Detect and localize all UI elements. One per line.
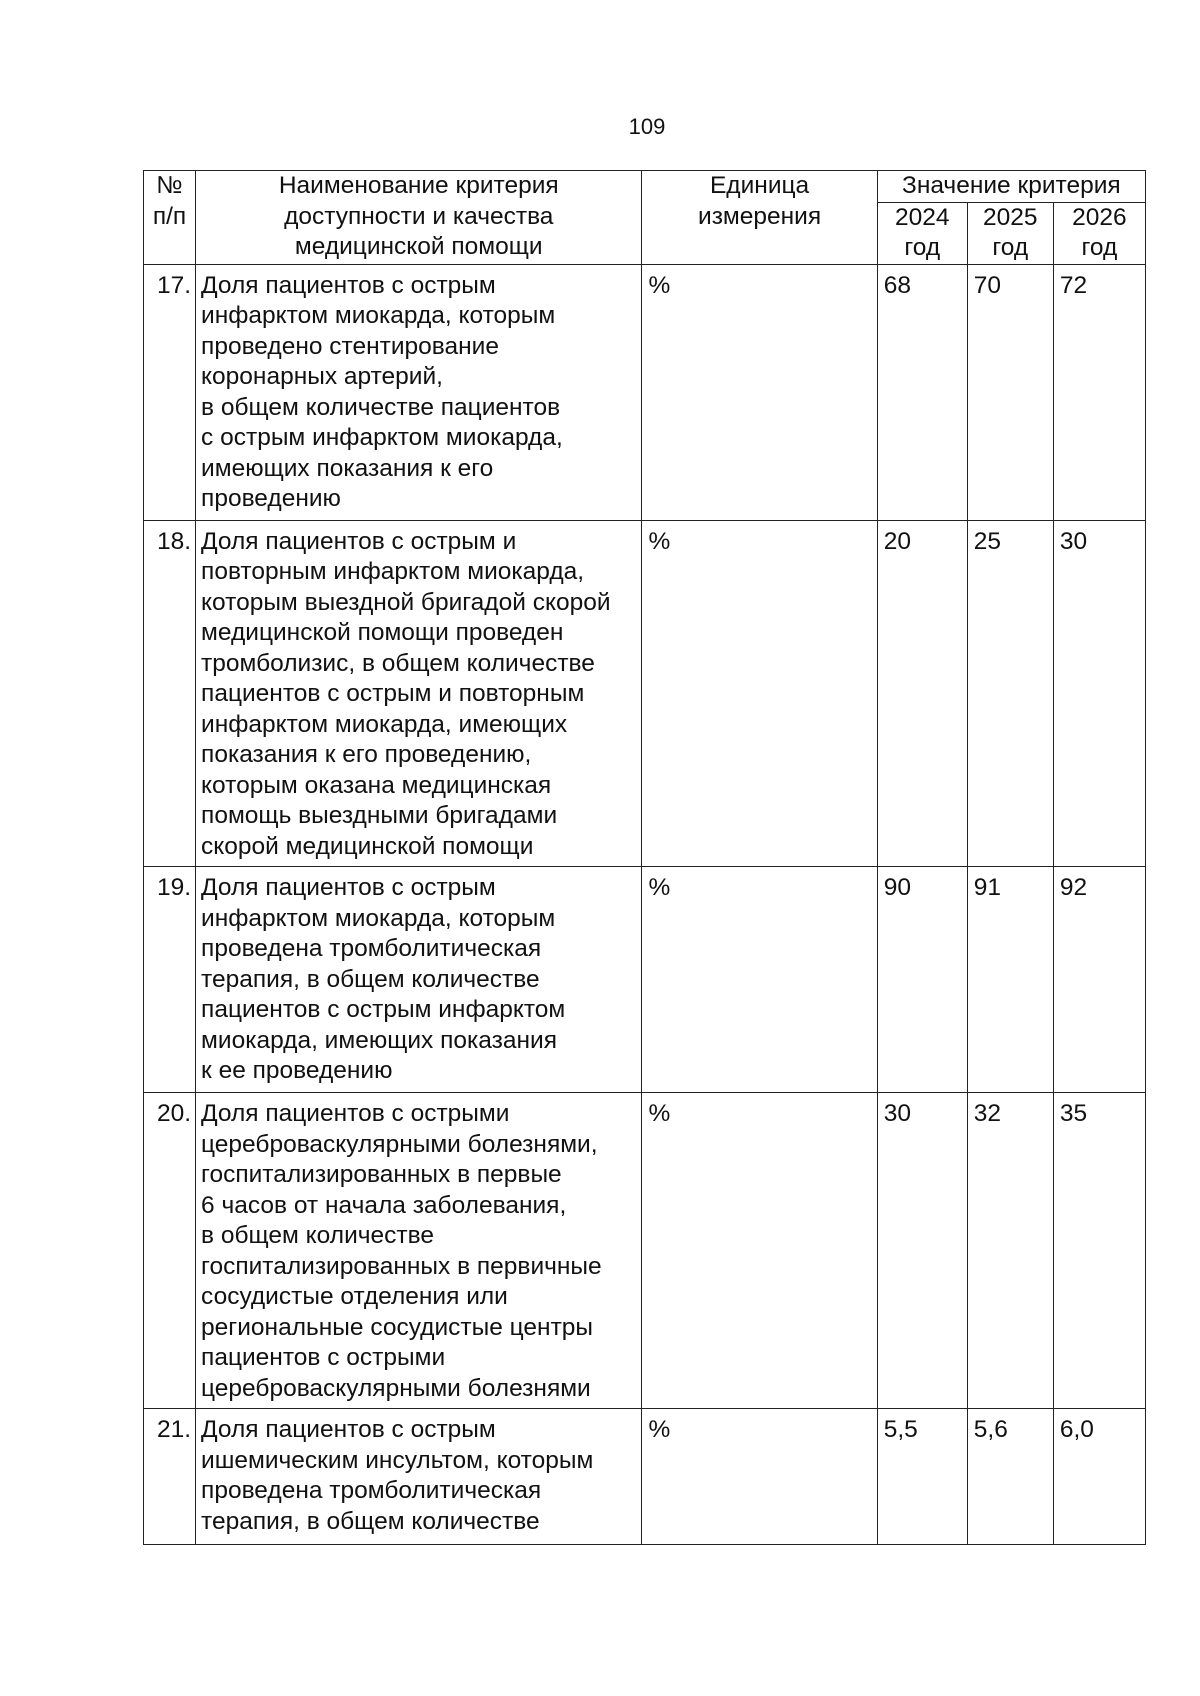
year-label: 2025 xyxy=(983,203,1038,231)
criterion-name xyxy=(196,264,642,520)
criterion-line: инфарктом миокарда, имеющих xyxy=(201,710,568,738)
value-2026: 6,0 xyxy=(1053,1409,1145,1545)
header-number-line: п/п xyxy=(152,202,187,230)
unit-cell: % xyxy=(642,520,877,867)
value-2026: 35 xyxy=(1053,1093,1145,1409)
table-row xyxy=(144,1409,1146,1545)
criterion-line: коронарных артерий, xyxy=(201,363,443,390)
criterion-line: Доля пациентов с острым и xyxy=(201,527,517,555)
criterion-line: которым оказана медицинская xyxy=(201,771,552,799)
criterion-line: которым выездной бригадой скорой xyxy=(201,588,611,616)
value-2026: 92 xyxy=(1053,867,1145,1093)
criterion-line: Доля пациентов с острыми xyxy=(201,1100,510,1127)
criterion-line: 6 часов от начала заболевания, xyxy=(201,1191,567,1219)
table-row xyxy=(144,1093,1146,1409)
row-number: 20. xyxy=(144,1093,196,1409)
table-row xyxy=(144,520,1146,867)
criterion-line: пациентов с острым и повторным xyxy=(201,680,585,707)
row-number: 19. xyxy=(144,867,196,1093)
value-2026: 72 xyxy=(1053,264,1145,520)
criterion-line: пациентов с острыми xyxy=(201,1344,446,1371)
criterion-line: Доля пациентов с острым xyxy=(201,874,496,901)
criterion-line: в общем количестве xyxy=(201,1222,434,1249)
criterion-line: проведению xyxy=(201,485,341,512)
year-suffix: год xyxy=(992,234,1029,261)
criterion-line: госпитализированных в первые xyxy=(201,1161,562,1188)
header-criterion-name xyxy=(196,171,642,265)
unit-cell: % xyxy=(642,1409,877,1545)
value-2025: 91 xyxy=(967,867,1053,1093)
criterion-line: Доля пациентов с острым xyxy=(201,271,496,299)
header-unit-line: Единица xyxy=(709,172,810,199)
criterion-line: Доля пациентов с острым xyxy=(201,1416,496,1443)
value-2024: 20 xyxy=(877,520,967,867)
value-2024: 30 xyxy=(877,1093,967,1409)
value-2024: 90 xyxy=(877,867,967,1093)
criterion-line: инфарктом миокарда, которым xyxy=(201,904,556,932)
header-year-2026 xyxy=(1053,202,1145,264)
criterion-line: с острым инфарктом миокарда, xyxy=(201,424,563,451)
unit-cell: % xyxy=(642,867,877,1093)
header-unit-line: измерения xyxy=(698,202,822,230)
row-number: 18. xyxy=(144,520,196,867)
unit-cell: % xyxy=(642,1093,877,1409)
page-number: 109 xyxy=(628,114,666,139)
criterion-name xyxy=(196,520,642,867)
unit-cell: % xyxy=(642,264,877,520)
criterion-line: проведена тромболитическая xyxy=(201,935,542,962)
value-2024: 68 xyxy=(877,264,967,520)
criterion-line: к ее проведению xyxy=(201,1057,393,1084)
year-label: 2026 xyxy=(1072,203,1127,231)
value-2026: 30 xyxy=(1053,520,1145,867)
criterion-line: госпитализированных в первичные xyxy=(201,1252,602,1280)
criterion-line: проведено стентирование xyxy=(201,332,499,360)
header-unit xyxy=(642,171,877,265)
criterion-line: цереброваскулярными болезнями, xyxy=(201,1130,598,1158)
criterion-name xyxy=(196,1093,642,1409)
value-2025: 25 xyxy=(967,520,1053,867)
header-name-line: доступности и качества xyxy=(284,202,554,230)
header-number xyxy=(144,171,196,265)
criterion-line: ишемическим инсультом, которым xyxy=(201,1446,594,1474)
criterion-line: региональные сосудистые центры xyxy=(201,1313,594,1341)
criterion-line: пациентов с острым инфарктом xyxy=(201,996,566,1023)
criterion-line: цереброваскулярными болезнями xyxy=(201,1374,591,1402)
criterion-name xyxy=(196,1409,642,1545)
criterion-line: терапия, в общем количестве xyxy=(201,1507,540,1535)
criterion-line: проведена тромболитическая xyxy=(201,1477,542,1504)
row-number: 21. xyxy=(144,1409,196,1545)
criterion-name xyxy=(196,867,642,1093)
table-row xyxy=(144,264,1146,520)
criterion-line: инфарктом миокарда, которым xyxy=(201,302,556,329)
value-2025: 5,6 xyxy=(967,1409,1053,1545)
header-name-line: медицинской помощи xyxy=(294,233,543,260)
header-number-line: № xyxy=(156,172,183,199)
header-year-2024 xyxy=(877,202,967,264)
criterion-line: показания к его проведению, xyxy=(201,741,532,768)
header-name-line: Наименование критерия xyxy=(278,172,559,199)
value-2024: 5,5 xyxy=(877,1409,967,1545)
criterion-line: скорой медицинской помощи xyxy=(201,832,534,860)
criteria-table xyxy=(143,170,1146,1545)
value-2025: 32 xyxy=(967,1093,1053,1409)
row-number: 17. xyxy=(144,264,196,520)
value-2025: 70 xyxy=(967,264,1053,520)
header-row-top xyxy=(144,171,1146,203)
year-suffix: год xyxy=(1081,234,1118,261)
criterion-line: терапия, в общем количестве xyxy=(201,965,540,993)
criterion-line: миокарда, имеющих показания xyxy=(201,1026,557,1054)
table-row xyxy=(144,867,1146,1093)
criterion-line: в общем количестве пациентов xyxy=(201,393,561,421)
year-suffix: год xyxy=(904,234,941,261)
header-year-2025 xyxy=(967,202,1053,264)
year-label: 2024 xyxy=(894,203,950,231)
criterion-line: имеющих показания к его xyxy=(201,454,494,482)
criterion-line: повторным инфарктом миокарда, xyxy=(201,558,585,585)
criterion-line: сосудистые отделения или xyxy=(201,1283,508,1310)
criterion-line: тромболизис, в общем количестве xyxy=(201,649,595,677)
criterion-line: медицинской помощи проведен xyxy=(201,619,564,646)
header-values-group: Значение критерия xyxy=(877,171,1145,203)
criterion-line: помощь выездными бригадами xyxy=(201,802,558,829)
